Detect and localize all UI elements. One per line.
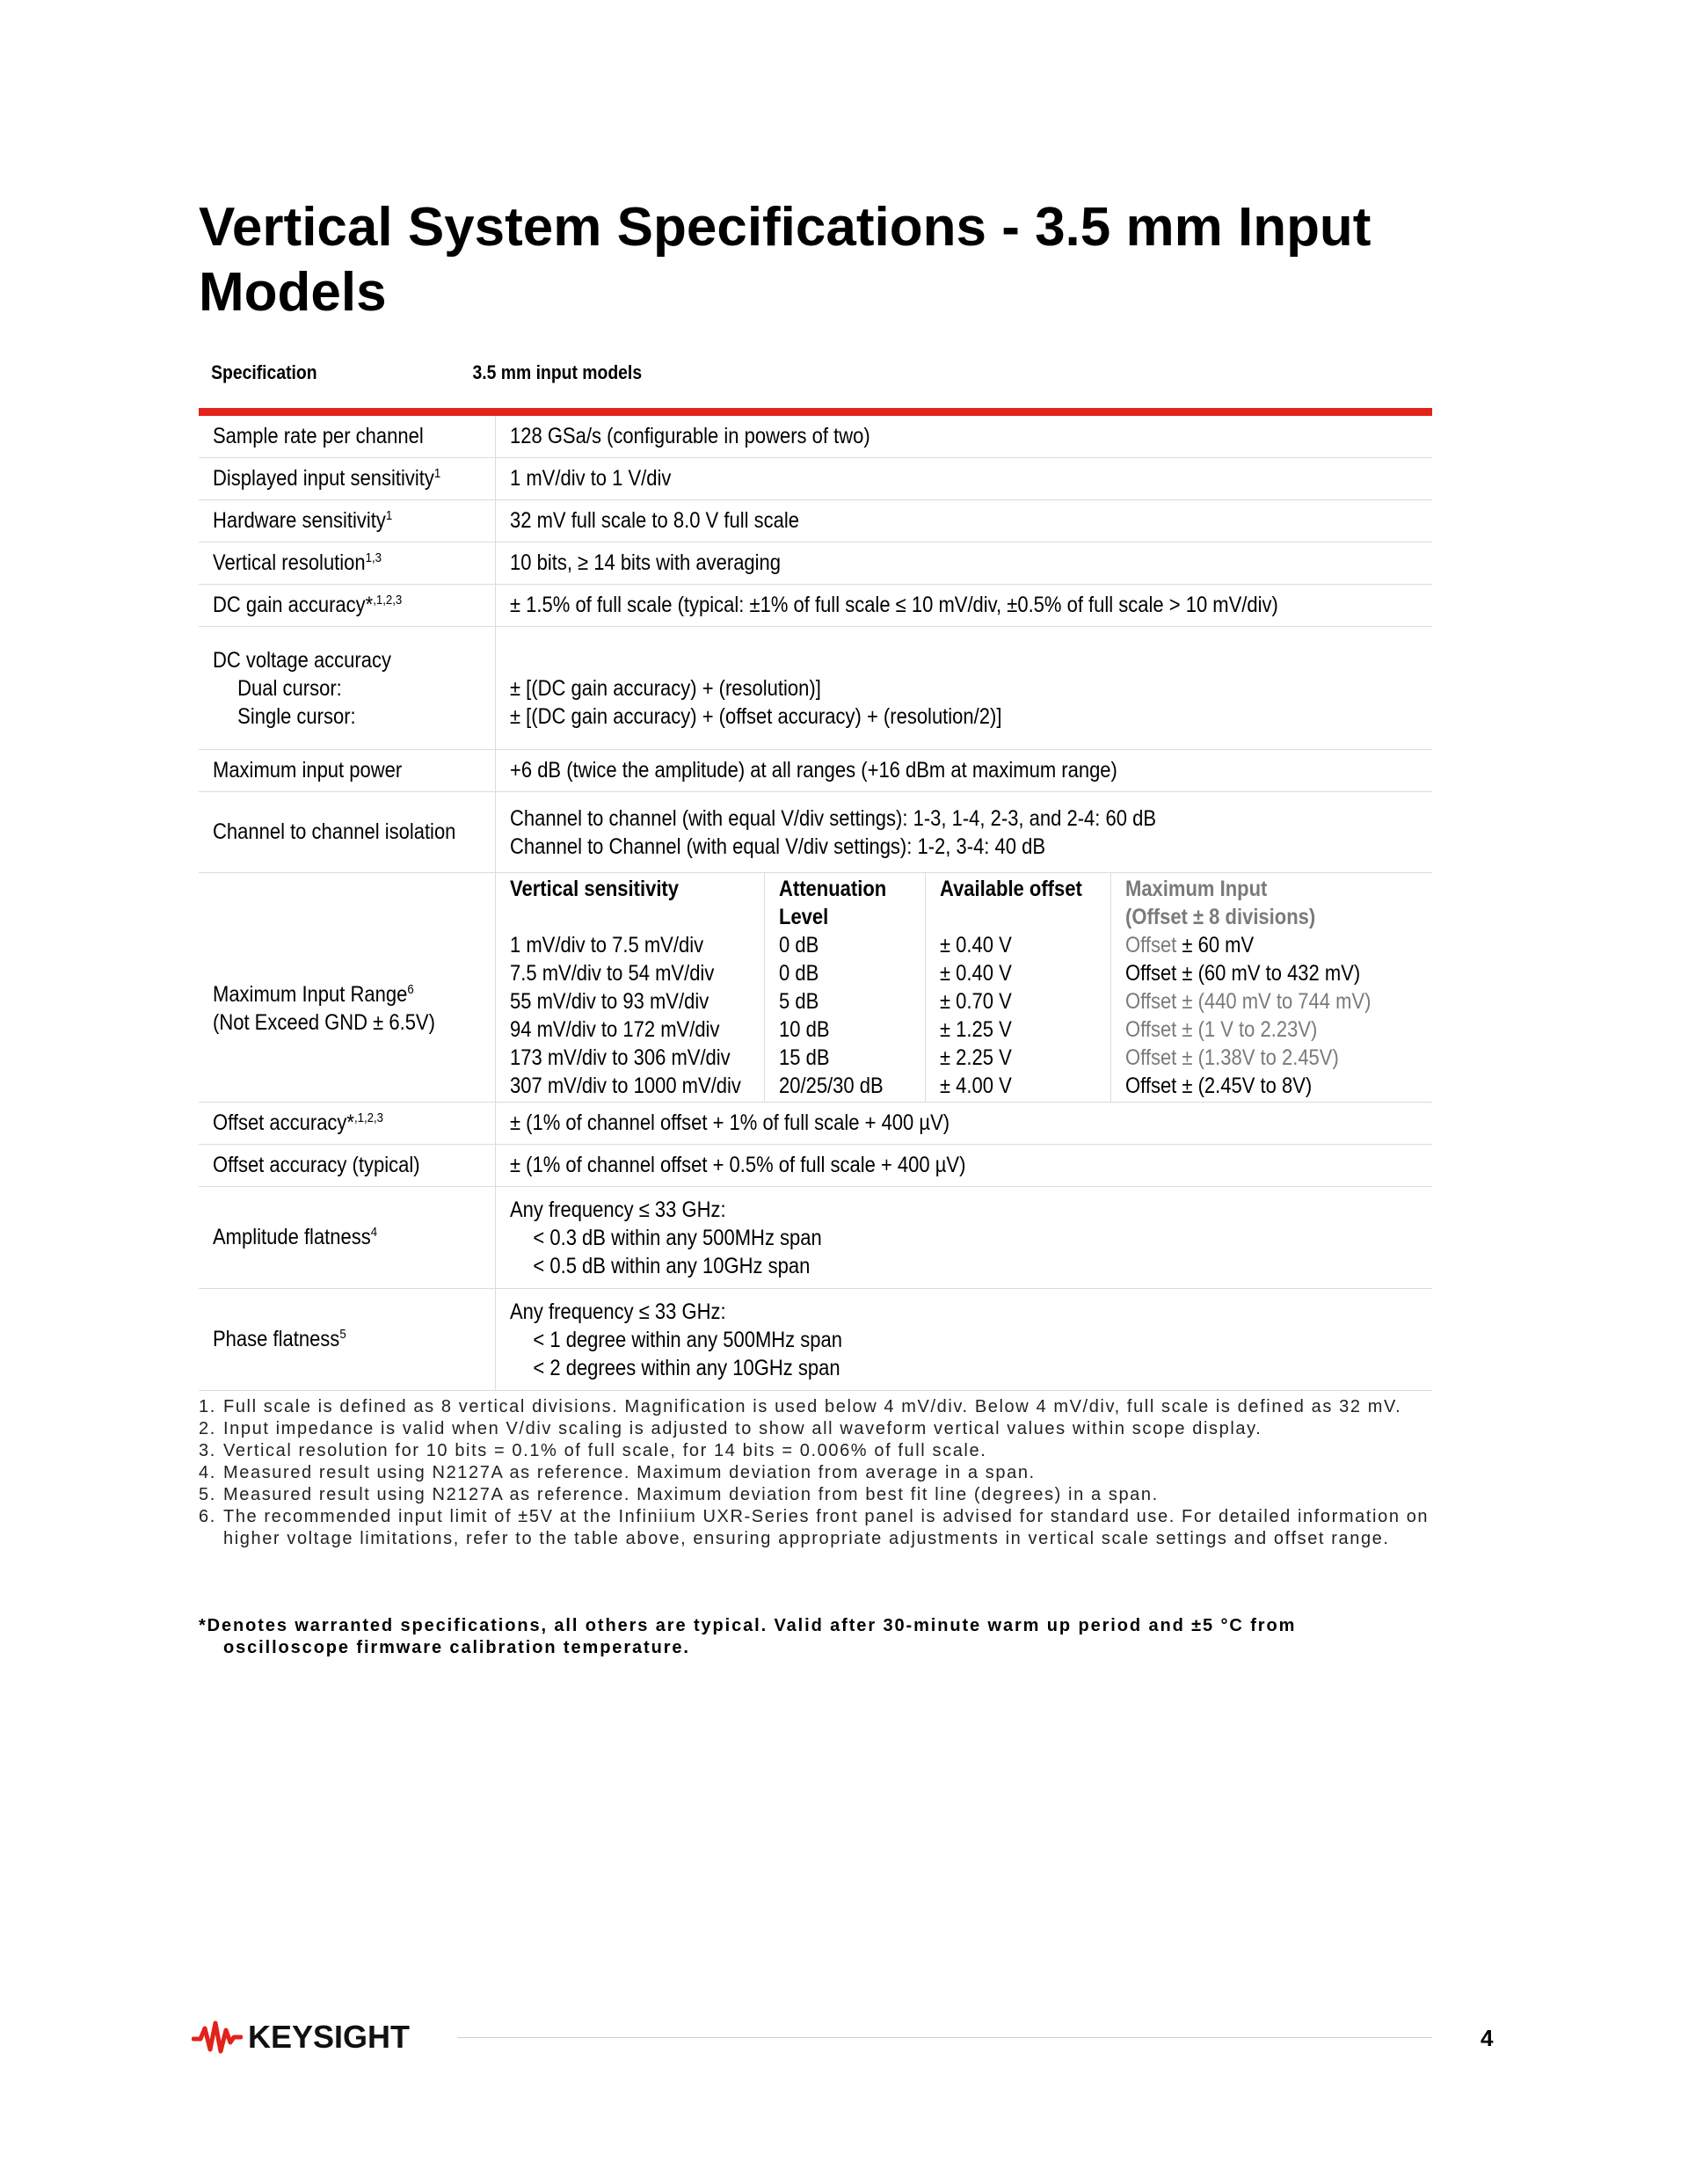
range-max-input: Offset ± 60 mV (1125, 933, 1255, 957)
range-max-input: Offset ± (1 V to 2.23V) (1125, 1017, 1318, 1042)
range-max-input: Offset ± (60 mV to 432 mV) (1125, 961, 1361, 986)
range-sensitivity: 7.5 mV/div to 54 mV/div (510, 961, 715, 986)
footnote: 5. Measured result using N2127A as reference. Maximum deviation from best fit line (degrees) in a span. (199, 1485, 1159, 1504)
dual-cursor-value: ± [(DC gain accuracy) + (resolution)] (510, 675, 821, 701)
spec-label: DC gain accuracy* (213, 593, 374, 617)
spec-value: 10 bits, ≥ 14 bits with averaging (510, 550, 782, 575)
spec-value: ± 1.5% of full scale (typical: ±1% of full scale ≤ 10 mV/div, ±0.5% of full scale > 10 mV/div) (510, 593, 1278, 617)
isolation-line-1: Channel to channel (with equal V/div settings): 1-3, 1-4, 2-3, and 2-4: 60 dB (510, 805, 1156, 831)
table-row (199, 750, 1432, 792)
sensitivity-column (496, 873, 765, 1102)
spec-label: Vertical resolution (213, 550, 366, 575)
table-row (199, 542, 1432, 585)
keysight-wave-icon (192, 2020, 243, 2055)
spec-value: ± (1% of channel offset + 1% of full scale + 400 µV) (510, 1110, 950, 1135)
spec-label: Amplitude flatness (213, 1225, 371, 1249)
spec-label: Offset accuracy (typical) (213, 1153, 420, 1177)
flatness-line: Any frequency ≤ 33 GHz: (510, 1299, 726, 1324)
range-attenuation: 5 dB (779, 989, 819, 1014)
footer-divider (457, 2037, 1432, 2038)
range-max-input: Offset ± (1.38V to 2.45V) (1125, 1045, 1339, 1070)
range-offset: ± 0.40 V (940, 961, 1012, 986)
table-row (199, 1103, 1432, 1145)
keysight-logo (192, 2018, 410, 2057)
flatness-line: Any frequency ≤ 33 GHz: (510, 1197, 726, 1222)
table-row (199, 627, 1432, 750)
flatness-line: < 2 degrees within any 10GHz span (533, 1355, 840, 1380)
brand-name: KEYSIGHT (248, 2019, 411, 2055)
table-row (199, 792, 1432, 873)
spec-value: 1 mV/div to 1 V/div (510, 466, 672, 491)
spec-label: Channel to channel isolation (213, 819, 456, 844)
page-title: Vertical System Specifications - 3.5 mm Input Models (199, 197, 1372, 323)
range-sensitivity: 94 mV/div to 172 mV/div (510, 1017, 720, 1042)
single-cursor-value: ± [(DC gain accuracy) + (offset accuracy) + (resolution/2)] (510, 703, 1002, 729)
flatness-line: < 0.5 dB within any 10GHz span (533, 1253, 811, 1278)
range-max-input: Offset ± (440 mV to 744 mV) (1125, 989, 1372, 1014)
spec-table (199, 348, 1432, 1391)
col-header-max-input-note: (Offset ± 8 divisions) (1125, 905, 1316, 929)
range-sensitivity: 307 mV/div to 1000 mV/div (510, 1074, 741, 1098)
header-3-5mm-models: 3.5 mm input models (472, 361, 643, 383)
table-row (199, 1145, 1432, 1187)
footnote-ref: 1 (385, 508, 393, 523)
table-row (199, 500, 1432, 542)
range-offset: ± 4.00 V (940, 1074, 1012, 1098)
single-cursor-label: Single cursor: (237, 703, 356, 729)
footnote-ref: 4 (370, 1225, 378, 1240)
col-header-attenuation: Attenuation (779, 877, 887, 901)
col-header-max-input: Maximum Input (1125, 877, 1268, 901)
footnote-ref: 1 (433, 466, 441, 481)
spec-label: Hardware sensitivity (213, 508, 386, 533)
spec-value: 128 GSa/s (configurable in powers of two) (510, 424, 870, 448)
range-attenuation: 10 dB (779, 1017, 830, 1042)
col-header-sensitivity: Vertical sensitivity (510, 877, 680, 901)
footnote-ref: 1,3 (365, 550, 382, 565)
range-attenuation: 15 dB (779, 1045, 830, 1070)
footnote-ref: ,1,2,3 (353, 1110, 384, 1125)
spec-label: Sample rate per channel (213, 424, 424, 448)
footnote-ref: ,1,2,3 (373, 593, 403, 608)
isolation-line-2: Channel to Channel (with equal V/div settings): 1-2, 3-4: 40 dB (510, 834, 1046, 859)
table-row (199, 1187, 1432, 1289)
max-input-range-grid (496, 873, 1432, 1102)
warranted-note (199, 1615, 1473, 1659)
col-header-offset: Available offset (940, 877, 1082, 901)
spec-label: Offset accuracy* (213, 1110, 354, 1135)
spec-label: Phase flatness (213, 1327, 340, 1351)
col-header-attenuation-level: Level (779, 905, 829, 929)
footnote: 4. Measured result using N2127A as reference. Maximum deviation from average in a span. (199, 1463, 1036, 1482)
warranted-note-line-1: *Denotes warranted specifications, all others are typical. Valid after 30-minute warm up period and ±5 °C from (199, 1616, 1297, 1635)
max-input-column (1111, 873, 1432, 1102)
range-sensitivity: 1 mV/div to 7.5 mV/div (510, 933, 704, 957)
range-max-input: Offset ± (2.45V to 8V) (1125, 1074, 1313, 1098)
footnote: 6. The recommended input limit of ±5V at the Infiniium UXR-Series front panel is advised for standard use. For detailed information on higher voltage limitations, refer to the table above, ensuring appropriate adjustments in vertical scale settings and offset range. (199, 1507, 1430, 1548)
range-attenuation: 0 dB (779, 933, 819, 957)
flatness-line: < 1 degree within any 500MHz span (533, 1327, 843, 1352)
flatness-line: < 0.3 dB within any 500MHz span (533, 1225, 822, 1250)
footnote: 2. Input impedance is valid when V/div scaling is adjusted to show all waveform vertical values within scope display. (199, 1419, 1262, 1438)
table-row (199, 416, 1432, 458)
range-offset: ± 2.25 V (940, 1045, 1012, 1070)
table-row (199, 585, 1432, 627)
range-attenuation: 20/25/30 dB (779, 1074, 884, 1098)
range-offset: ± 0.40 V (940, 933, 1012, 957)
table-row (199, 873, 1432, 1103)
table-row (199, 458, 1432, 500)
header-specification: Specification (211, 361, 317, 383)
range-offset: ± 1.25 V (940, 1017, 1012, 1042)
spec-label: Maximum input power (213, 758, 403, 783)
warranted-note-line-2: oscilloscope firmware calibration temperature. (223, 1638, 690, 1657)
spec-value: ± (1% of channel offset + 0.5% of full scale + 400 µV) (510, 1153, 966, 1177)
range-sensitivity: 173 mV/div to 306 mV/div (510, 1045, 731, 1070)
spec-label: DC voltage accuracy (213, 647, 391, 673)
spec-label: Maximum Input Range (213, 982, 408, 1007)
footnote-ref: 6 (407, 982, 414, 997)
range-offset: ± 0.70 V (940, 989, 1012, 1014)
footnote: 3. Vertical resolution for 10 bits = 0.1% of full scale, for 14 bits = 0.006% of full scale. (199, 1441, 987, 1460)
footnote: 1. Full scale is defined as 8 vertical divisions. Magnification is used below 4 mV/div. Below 4 mV/div, full scale is defined as 32 mV. (199, 1397, 1402, 1416)
header-divider (199, 408, 1432, 416)
footnotes (199, 1396, 1473, 1550)
spec-value: 32 mV full scale to 8.0 V full scale (510, 508, 799, 533)
attenuation-column (765, 873, 926, 1102)
range-sensitivity: 55 mV/div to 93 mV/div (510, 989, 709, 1014)
range-attenuation: 0 dB (779, 961, 819, 986)
table-header (199, 348, 1436, 397)
table-row (199, 1289, 1432, 1391)
footnote-ref: 5 (339, 1327, 346, 1342)
spec-label-note: (Not Exceed GND ± 6.5V) (213, 1010, 435, 1035)
spec-label: Displayed input sensitivity (213, 466, 434, 491)
dual-cursor-label: Dual cursor: (237, 675, 342, 701)
spec-value: +6 dB (twice the amplitude) at all ranges (+16 dBm at maximum range) (510, 758, 1117, 783)
offset-column (926, 873, 1111, 1102)
page-number: 4 (1481, 2025, 1494, 2051)
